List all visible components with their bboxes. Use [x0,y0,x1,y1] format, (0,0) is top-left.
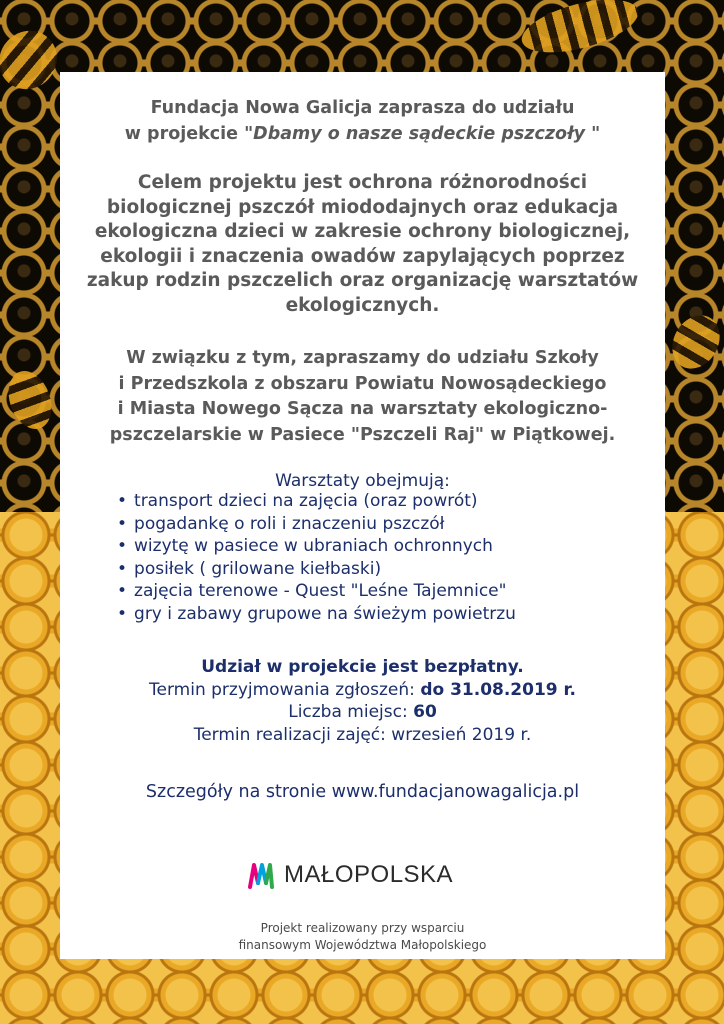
goal-line: ekologii i znaczenia owadów zapylających poprzez [100,245,625,267]
footer-line: Projekt realizowany przy wsparciu [260,921,465,935]
invite-line: pszczelarskie w Pasiece "Pszczeli Raj" w Piątkowej. [109,424,616,445]
announcement-card [60,72,665,959]
funding-note [60,920,665,953]
free-participation: Udział w projekcie jest bezpłatny. [201,657,524,677]
workshops-list [117,490,516,625]
footer-line: finansowym Województwa Małopolskiego [238,937,487,952]
goal-line: Celem projektu jest ochrona różnorodności [137,172,588,193]
project-goal [60,171,665,318]
goal-line: biologicznej pszczół miododajnych oraz edukacja [106,196,619,218]
invite-line: i Miasta Nowego Sącza na warsztaty ekologiczno- [117,399,608,419]
places-count: Liczba miejsc: 60 [288,702,437,722]
participation-info [60,656,665,746]
goal-line: zakup rodzin pszczelich oraz organizację warsztatów [86,270,639,291]
list-item: • pogadankę o roli i znaczeniu pszczół [117,513,516,536]
list-item: • transport dzieci na zajęcia (oraz powrót) [117,490,516,513]
goal-line: ekologicznych. [285,294,440,316]
list-item: • gry i zabawy grupowe na świeżym powietrzu [117,603,516,626]
logo-text: MAŁOPOLSKA [284,861,454,888]
project-name: "Dbamy o nasze sądeckie pszczoły " [244,124,601,144]
malopolska-logo [248,860,453,890]
schedule: Termin realizacji zajęć: wrzesień 2019 r. [193,724,532,745]
invite-line: i Przedszkola z obszaru Powiatu Nowosądeckiego [118,373,607,394]
malopolska-mark-icon [248,861,274,889]
list-item: • wizytę w pasiece w ubraniach ochronnych [117,535,516,558]
list-item: • zajęcia terenowe - Quest "Leśne Tajemnice" [117,580,516,603]
list-item: • posiłek ( grilowane kiełbaski) [117,558,516,581]
intro-text [60,95,665,147]
invitation-text [60,346,665,448]
goal-line: ekologiczna dzieci w zakresie ochrony biologicznej, [94,221,631,242]
workshops-title: Warsztaty obejmują: [275,471,450,491]
intro-line-2: w projekcie "Dbamy o nasze sądeckie pszczoły " [124,124,601,144]
application-deadline: Termin przyjmowania zgłoszeń: do 31.08.2019 r. [149,679,576,700]
details-link[interactable]: Szczegóły na stronie www.fundacjanowagalicja.pl [145,782,580,802]
invite-line: W związku z tym, zapraszamy do udziału Szkoły [126,348,599,368]
intro-line-1: Fundacja Nowa Galicja zaprasza do udziału [150,98,575,118]
